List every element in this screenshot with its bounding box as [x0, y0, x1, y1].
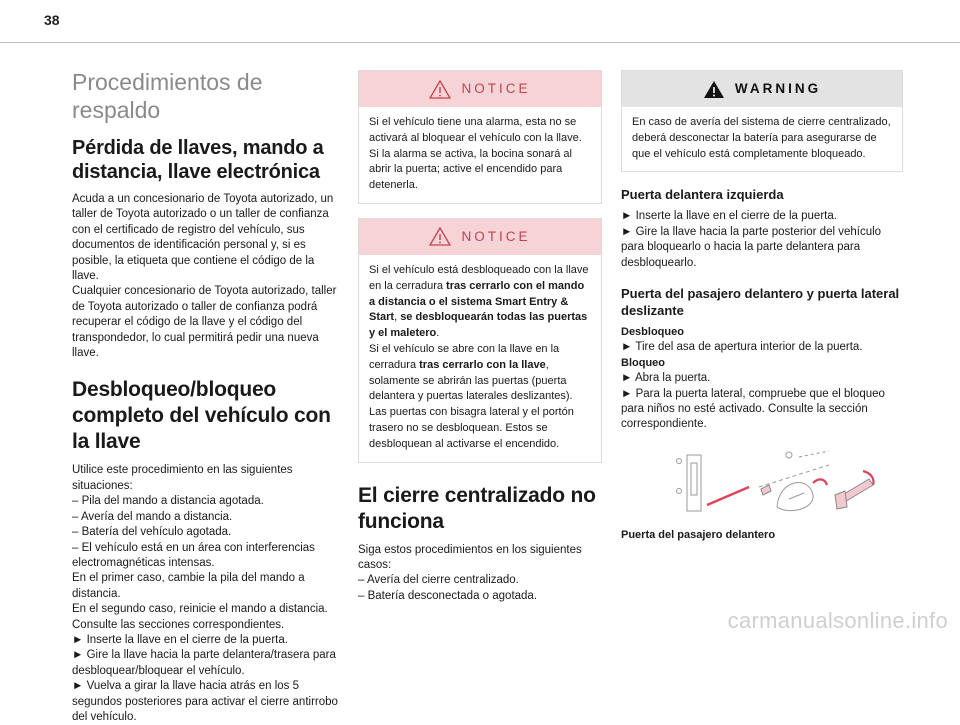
- section-title: Procedimientos de respaldo: [72, 69, 263, 123]
- situation-item: – El vehículo está en un área con interferencias electromagnéticas intensas.: [72, 541, 315, 569]
- case-1-text: En el primer caso, cambie la pila del mando a distancia.: [72, 572, 305, 600]
- situation-item: – Avería del mando a distancia.: [72, 510, 233, 523]
- see-sections-text: Consulte las secciones correspondientes.: [72, 618, 285, 631]
- step-item: ► Vuelva a girar la llave hacia atrás en los 5 segundos posteriores para activar el cierre antirrobo del vehículo.: [72, 680, 338, 723]
- notice-line: Si la alarma se activa, la bocina sonará al abrir la puerta; active el encendido para detenerla.: [369, 147, 572, 192]
- situation-item: – Batería del vehículo agotada.: [72, 526, 232, 539]
- notice-bold-text: se desbloquearán todas las puertas y el maletero: [369, 311, 588, 340]
- notice-header: [359, 71, 601, 107]
- notice-body: [359, 107, 601, 203]
- warning-header: [622, 71, 902, 107]
- notice-bold-text: tras cerrarlo con la llave: [419, 358, 546, 371]
- notice-title: NOTICE: [461, 81, 531, 97]
- notice-key-unlock: [358, 218, 602, 463]
- lock-label: Bloqueo: [621, 356, 665, 369]
- step-item: ► Inserte la llave en el cierre de la puerta.: [72, 633, 288, 646]
- warning-box: [621, 70, 903, 172]
- step-item: ► Gire la llave hacia la parte delantera/trasera para desbloquear/bloquear el vehículo.: [72, 649, 336, 677]
- step-item: ► Abra la puerta.: [621, 372, 711, 385]
- heading-full-lock-unlock: Desbloqueo/bloqueo completo del vehículo con la llave: [72, 378, 331, 454]
- situation-item: – Pila del mando a distancia agotada.: [72, 495, 264, 508]
- warning-triangle-icon: [429, 227, 451, 246]
- heading-lost-keys: Pérdida de llaves, mando a distancia, llave electrónica: [72, 137, 324, 183]
- column-middle: [358, 70, 602, 604]
- column-left: [72, 68, 342, 725]
- notice-bold-text: tras cerrarlo con el mando a distancia o el sistema Smart Entry & Start: [369, 279, 585, 324]
- notice-text: ,: [394, 311, 401, 324]
- heading-left-front-door: Puerta delantera izquierda: [621, 187, 784, 203]
- heading-central-locking: El cierre centralizado no funciona: [358, 483, 596, 533]
- notice-body: [359, 255, 601, 462]
- step-item: ► Inserte la llave en el cierre de la puerta.: [621, 210, 837, 223]
- warning-title: WARNING: [734, 81, 822, 97]
- watermark: carmanualsonline.info: [727, 608, 948, 633]
- notice-text: , solamente se abrirán las puertas (puerta delantera y puertas laterales deslizantes). Las puertas con bisagra lateral y el portón trasero no se desbloquean. Estos se desbloquean al activarse el encendido.: [369, 358, 574, 450]
- central-locking-item: – Batería desconectada o agotada.: [358, 589, 538, 602]
- notice-line: Si el vehículo tiene una alarma, esta no se activará al bloquear el vehículo con la llave.: [369, 116, 582, 144]
- header-divider: [0, 42, 960, 43]
- notice-title: NOTICE: [461, 229, 531, 245]
- step-item: ► Para la puerta lateral, compruebe que el bloqueo para niños no esté activado. Consulte la sección correspondiente.: [621, 387, 885, 431]
- lost-keys-paragraph-2: Cualquier concesionario de Toyota autorizado, taller de Toyota autorizado o taller de confianza podrá recuperar el código de la llave y el código del transpondedor, lo cual permitirá pedir una nueva llave.: [72, 285, 337, 360]
- warning-triangle-icon: [429, 80, 451, 99]
- page-number: 38: [44, 12, 60, 28]
- notice-text: Si el vehículo se abre con la llave en la cerradura: [369, 342, 560, 371]
- case-2-text: En el segundo caso, reinicie el mando a distancia.: [72, 603, 328, 616]
- lost-keys-paragraph-1: Acuda a un concesionario de Toyota autorizado, un taller de Toyota autorizado o un taller de confianza con el certificado de registro del vehículo, sus documentos de identificación personal y, si es posible, la etiqueta que contiene el código de la llave.: [72, 193, 334, 283]
- central-locking-intro: Siga estos procedimientos en los siguientes casos:: [358, 543, 582, 571]
- column-right: [621, 70, 903, 544]
- warning-body: En caso de avería del sistema de cierre centralizado, deberá desconectar la batería para asegurarse de que el vehículo está completamente bloqueado.: [632, 116, 891, 160]
- central-locking-item: – Avería del cierre centralizado.: [358, 574, 519, 587]
- notice-text: .: [436, 327, 440, 340]
- notice-alarm: [358, 70, 602, 204]
- unlock-label: Desbloqueo: [621, 326, 684, 339]
- step-item: ► Gire la llave hacia la parte posterior del vehículo para bloquearlo o hacia la parte delantera para desbloquearlo.: [621, 225, 882, 269]
- notice-paragraph-1: [369, 263, 591, 342]
- door-lock-illustration: [639, 449, 889, 517]
- heading-passenger-door: Puerta del pasajero delantero y puerta lateral deslizante: [621, 286, 900, 319]
- notice-text: Si el vehículo está desbloqueado con la llave en la cerradura: [369, 263, 589, 292]
- situations-intro: Utilice este procedimiento en las siguientes situaciones:: [72, 464, 293, 492]
- notice-header: [359, 219, 601, 255]
- figure-caption: Puerta del pasajero delantero: [621, 529, 776, 542]
- notice-paragraph-2: [369, 342, 591, 453]
- step-item: ► Tire del asa de apertura interior de la puerta.: [621, 341, 863, 354]
- warning-triangle-icon: [703, 80, 725, 99]
